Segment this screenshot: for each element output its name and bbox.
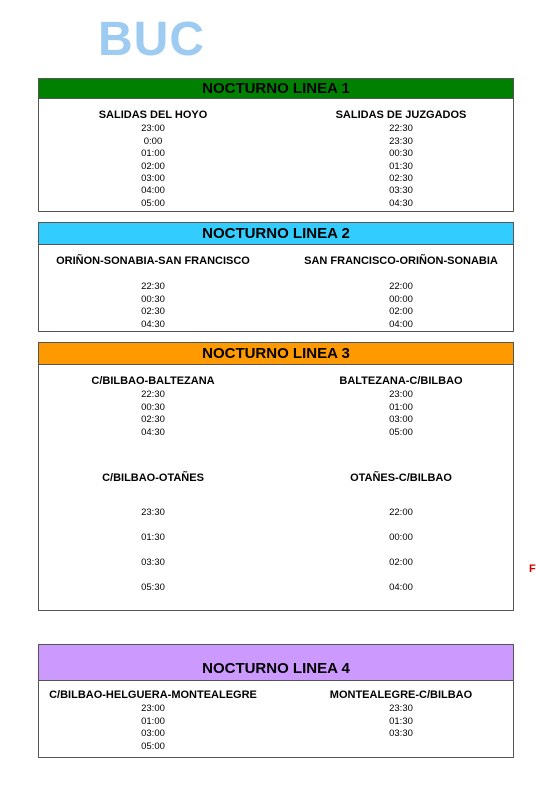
departure-time: 22:30 [141,389,165,401]
linea-2-left-times [39,281,267,331]
departure-time: 03:00 [141,728,165,740]
linea-3-right-b-title: OTAÑES-C/BILBAO [350,472,452,484]
linea-3-left-a-title: C/BILBAO-BALTEZANA [91,375,215,387]
linea-1-left-column [39,109,267,210]
linea-4-header: NOCTURNO LINEA 4 [39,645,513,681]
departure-time: 22:30 [141,281,165,293]
linea-1-left-title: SALIDAS DEL HOYO [98,109,208,121]
departure-time: 03:30 [389,185,413,197]
linea-2-right-title: SAN FRANCISCO-ORIÑON-SONABIA [304,255,498,267]
departure-time: 00:30 [389,148,413,160]
linea-4-right-times [287,703,515,740]
linea-3-right-a-column [287,375,515,439]
linea-4-left-times [35,703,271,753]
departure-time: 05:00 [141,197,165,209]
linea-3-panel [38,342,514,611]
departure-time: 03:30 [141,557,165,569]
departure-time: 01:30 [141,532,165,544]
buc-logo: BUC [98,13,205,66]
departure-time: 22:30 [389,123,413,135]
linea-1-header: NOCTURNO LINEA 1 [39,79,513,99]
departure-time: 03:30 [389,728,413,740]
linea-3-header: NOCTURNO LINEA 3 [39,343,513,365]
departure-time: 05:00 [389,426,413,438]
departure-time: 23:30 [389,135,413,147]
linea-4-right-title: MONTEALEGRE-C/BILBAO [329,689,473,701]
linea-1-right-column [287,109,515,210]
linea-1-right-times [287,123,515,210]
departure-time: 0:00 [143,135,163,147]
departure-time: 04:00 [389,318,413,330]
departure-time: 01:30 [389,160,413,172]
departure-time: 05:00 [141,740,165,752]
departure-time: 05:30 [141,582,165,594]
departure-time: 02:00 [389,306,413,318]
linea-4-panel [38,644,514,758]
departure-time: 23:00 [141,123,165,135]
linea-2-left-column [39,255,267,331]
departure-time: 04:00 [389,582,413,594]
departure-time: 00:00 [389,293,413,305]
linea-1-panel [38,78,514,212]
linea-2-right-times [287,281,515,331]
departure-time: 22:00 [389,507,413,519]
linea-3-right-a-title: BALTEZANA-C/BILBAO [339,375,463,387]
departure-time: 01:30 [389,715,413,727]
departure-time: 23:00 [141,703,165,715]
departure-time: 01:00 [141,148,165,160]
linea-4-left-title: C/BILBAO-HELGUERA-MONTEALEGRE [49,689,257,701]
departure-time: 01:00 [389,401,413,413]
departure-time: 03:00 [141,173,165,185]
linea-3-left-a-times [39,389,267,439]
departure-time: 02:30 [389,173,413,185]
departure-time: 22:00 [389,281,413,293]
departure-time: 02:00 [141,160,165,172]
departure-time: 00:30 [141,401,165,413]
departure-time: 23:30 [141,507,165,519]
departure-time: 02:30 [141,414,165,426]
departure-time: 04:00 [141,185,165,197]
departure-time: 00:00 [389,532,413,544]
linea-3-right-b-times [287,500,515,600]
linea-4-left-column [35,689,271,753]
linea-1-left-times [39,123,267,210]
departure-time: 23:30 [389,703,413,715]
linea-3-right-a-times [287,389,515,439]
departure-time: 02:30 [141,306,165,318]
linea-3-left-b-title: C/BILBAO-OTAÑES [102,472,204,484]
departure-time: 01:00 [141,715,165,727]
linea-3-left-b-times [39,500,267,600]
departure-time: 02:00 [389,557,413,569]
departure-time: 04:30 [141,318,165,330]
linea-4-right-column [287,689,515,741]
linea-3-right-b-column [287,472,515,600]
linea-2-right-column [287,255,515,331]
departure-time: 00:30 [141,293,165,305]
linea-3-left-a-column [39,375,267,439]
linea-3-left-b-column [39,472,267,600]
right-edge-mark: F [529,563,536,575]
linea-1-right-title: SALIDAS DE JUZGADOS [335,109,467,121]
linea-2-panel [38,222,514,332]
departure-time: 03:00 [389,414,413,426]
linea-2-left-title: ORIÑON-SONABIA-SAN FRANCISCO [56,255,250,267]
departure-time: 04:30 [141,426,165,438]
departure-time: 04:30 [389,197,413,209]
linea-2-header: NOCTURNO LINEA 2 [39,223,513,245]
departure-time: 23:00 [389,389,413,401]
